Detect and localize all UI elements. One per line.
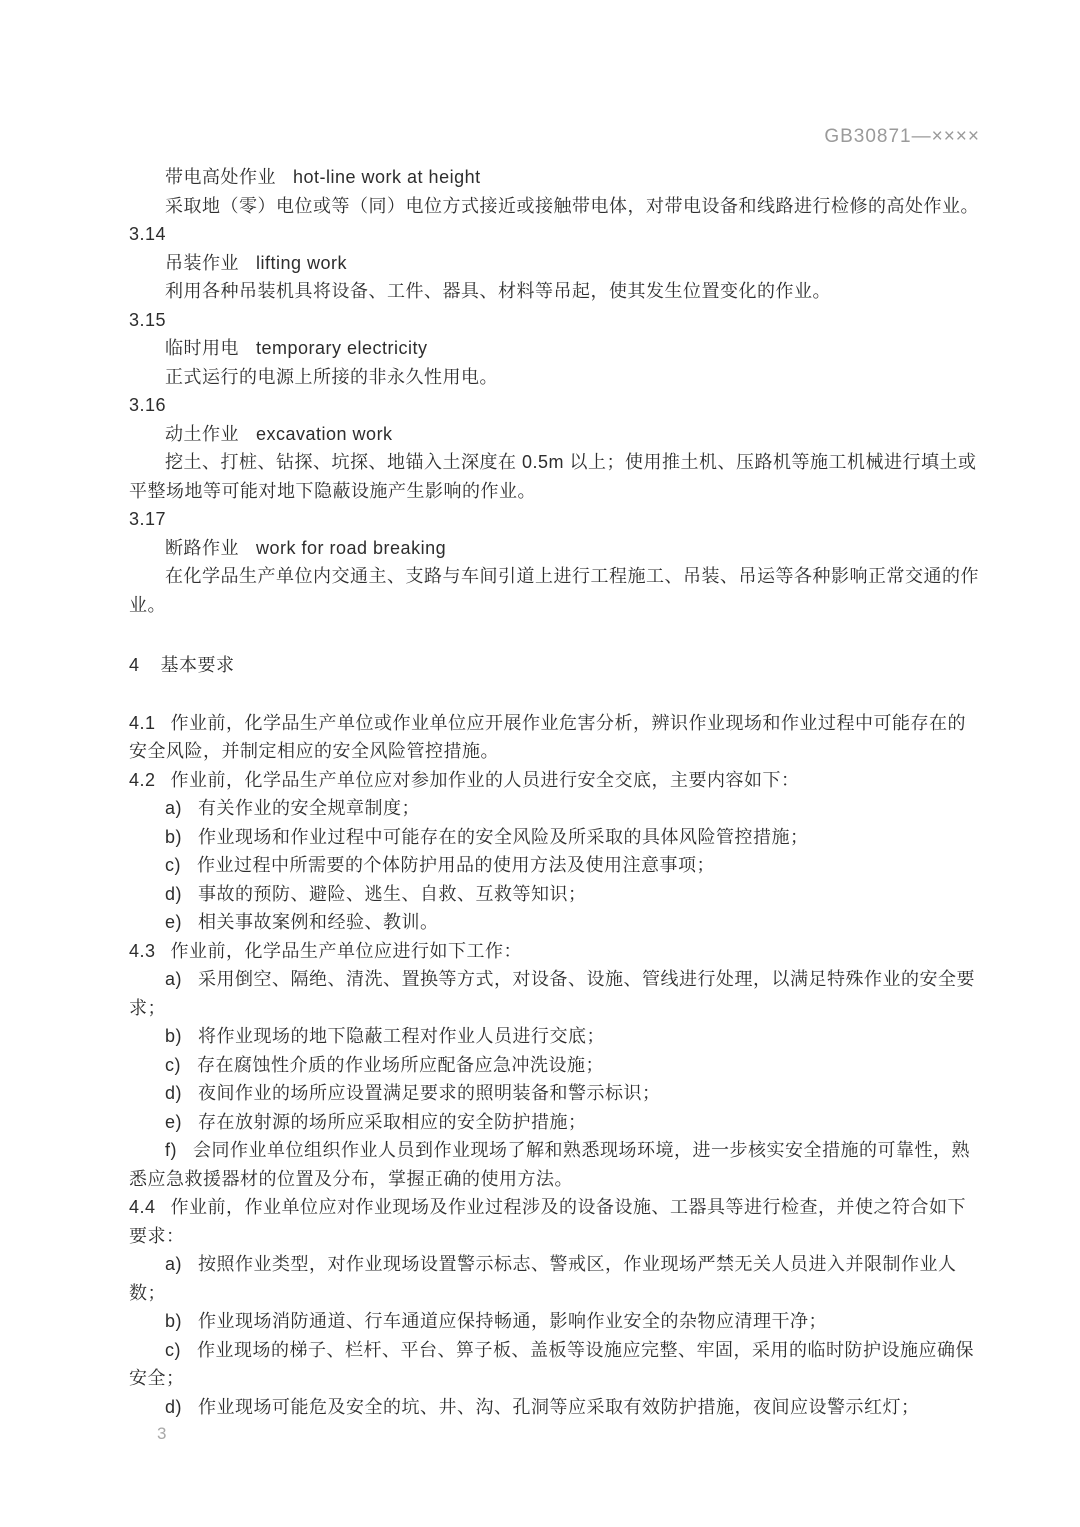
list-item-label: a) [165,1254,183,1274]
clause-text: 作业前，作业单位应对作业现场及作业过程涉及的设备设施、工器具等进行检查，并使之符合如下要求： [129,1197,967,1246]
term-definition: 正式运行的电源上所接的非永久性用电。 [165,366,498,387]
chapter-number: 4 [129,655,140,675]
clause-number: 4.1 [129,712,156,733]
list-item [129,1079,980,1108]
list-item-label: a) [165,798,183,818]
list-item-text: 作业现场消防通道、行车通道应保持畅通，影响作业安全的杂物应清理干净； [198,1311,828,1331]
list-item-label: c) [165,855,181,875]
list-item-text: 事故的预防、避险、逃生、自救、互救等知识； [198,883,587,904]
clause-paragraph [129,766,980,795]
clause-text: 作业前，化学品生产单位应进行如下工作： [170,940,523,961]
term-cn: 临时用电 [165,338,239,358]
list-item [129,880,980,909]
page-header [824,126,980,148]
term-number: 3.17 [129,509,167,529]
list-item-label: e) [165,912,183,932]
list-item [129,1108,980,1137]
list-item [129,794,980,823]
list-item-label: b) [165,826,183,847]
term-cn: 断路作业 [165,537,239,558]
chapter-title: 基本要求 [160,655,235,675]
list-item-text: 夜间作业的场所应设置满足要求的照明装备和警示标识； [198,1083,661,1103]
term-definition: 在化学品生产单位内交通主、支路与车间引道上进行工程施工、吊装、吊运等各种影响正常交通的作业。 [129,566,979,615]
term-definition: 采取地（零）电位或等（同）电位方式接近或接触带电体，对带电设备和线路进行检修的高处作业。 [165,195,979,216]
term-entry [129,306,980,392]
clause-number: 4.2 [129,769,156,790]
term-number: 3.15 [129,309,167,330]
clause-4-2 [129,766,980,937]
term-line [129,420,980,449]
term-en: lifting work [256,252,348,273]
term-number: 3.14 [129,224,167,244]
clause-4-4 [129,1193,980,1421]
clause-paragraph [129,1193,980,1250]
list-item-text: 将作业现场的地下隐蔽工程对作业人员进行交底； [198,1026,606,1046]
list-item-label: c) [165,1054,181,1075]
list-item-label: c) [165,1339,181,1360]
list-item-label: f) [165,1140,177,1160]
list-item-label: b) [165,1311,183,1331]
term-entry [129,220,980,306]
term-cn: 动土作业 [165,423,239,444]
list-item-label: d) [165,1396,183,1417]
list-item-text: 作业现场和作业过程中可能存在的安全风险及所采取的具体风险管控措施； [198,826,809,847]
clause-text: 作业前，化学品生产单位或作业单位应开展作业危害分析，辨识作业现场和作业过程中可能存在的安全风险，并制定相应的安全风险管控措施。 [129,712,967,761]
list-item [129,1136,980,1193]
list-item [129,1307,980,1336]
term-number: 3.16 [129,395,167,415]
list-item-label: e) [165,1111,183,1132]
term-en: excavation work [256,423,393,444]
term-line [129,534,980,563]
list-item-text: 作业现场可能危及安全的坑、井、沟、孔洞等应采取有效防护措施，夜间应设警示红灯； [198,1396,920,1417]
clause-4-1 [129,709,980,766]
list-item [129,1022,980,1051]
list-item-text: 按照作业类型，对作业现场设置警示标志、警戒区，作业现场严禁无关人员进入并限制作业人数； [129,1254,957,1303]
list-item-text: 作业过程中所需要的个体防护用品的使用方法及使用注意事项； [197,855,715,875]
clause-paragraph [129,709,980,766]
list-item-label: d) [165,883,183,904]
term-line [129,249,980,278]
standard-number: GB30871—×××× [824,126,980,147]
list-item-label: d) [165,1083,183,1103]
list-item [129,1393,980,1422]
clause-number: 4.3 [129,940,156,961]
page-footer [157,1424,166,1444]
term-line [129,163,980,192]
term-definition: 挖土、打桩、钻探、坑探、地锚入土深度在 0.5m 以上；使用推土机、压路机等施工机械进行填土或平整场地等可能对地下隐蔽设施产生影响的作业。 [129,452,977,501]
list-item [129,908,980,937]
list-item-text: 相关事故案例和经验、教训。 [198,912,439,932]
term-line [129,334,980,363]
term-en: temporary electricity [256,338,428,358]
clause-text: 作业前，化学品生产单位应对参加作业的人员进行安全交底，主要内容如下： [170,769,800,790]
list-item [129,823,980,852]
list-item-text: 会同作业单位组织作业人员到作业现场了解和熟悉现场环境，进一步核实安全措施的可靠性，熟悉应急救援器材的位置及分布，掌握正确的使用方法。 [129,1140,970,1189]
list-item [129,965,980,1022]
term-cn: 带电高处作业 [165,167,276,187]
list-item-text: 作业现场的梯子、栏杆、平台、箅子板、盖板等设施应完整、牢固，采用的临时防护设施应确保安全； [129,1339,974,1388]
term-definition: 利用各种吊装机具将设备、工件、器具、材料等吊起，使其发生位置变化的作业。 [165,281,831,301]
list-item [129,1051,980,1080]
list-item [129,1250,980,1307]
list-item [129,1336,980,1393]
term-cn: 吊装作业 [165,252,239,273]
term-entry [129,505,980,619]
term-en: work for road breaking [256,537,447,558]
term-entry [129,391,980,505]
chapter-heading [129,651,980,680]
clause-number: 4.4 [129,1197,156,1217]
page-number: 3 [157,1424,167,1443]
clause-paragraph [129,937,980,966]
term-en: hot-line work at height [293,167,481,187]
term-entry [129,163,980,220]
list-item-label: a) [165,969,183,989]
clause-4-3 [129,937,980,1194]
list-item-text: 存在放射源的场所应采取相应的安全防护措施； [198,1111,587,1132]
list-item-text: 有关作业的安全规章制度； [198,798,421,818]
list-item [129,851,980,880]
list-item-label: b) [165,1026,183,1046]
list-item-text: 采用倒空、隔绝、清洗、置换等方式，对设备、设施、管线进行处理，以满足特殊作业的安全要求； [129,969,976,1018]
document-body [129,163,980,1421]
list-item-text: 存在腐蚀性介质的作业场所应配备应急冲洗设施； [197,1054,604,1075]
